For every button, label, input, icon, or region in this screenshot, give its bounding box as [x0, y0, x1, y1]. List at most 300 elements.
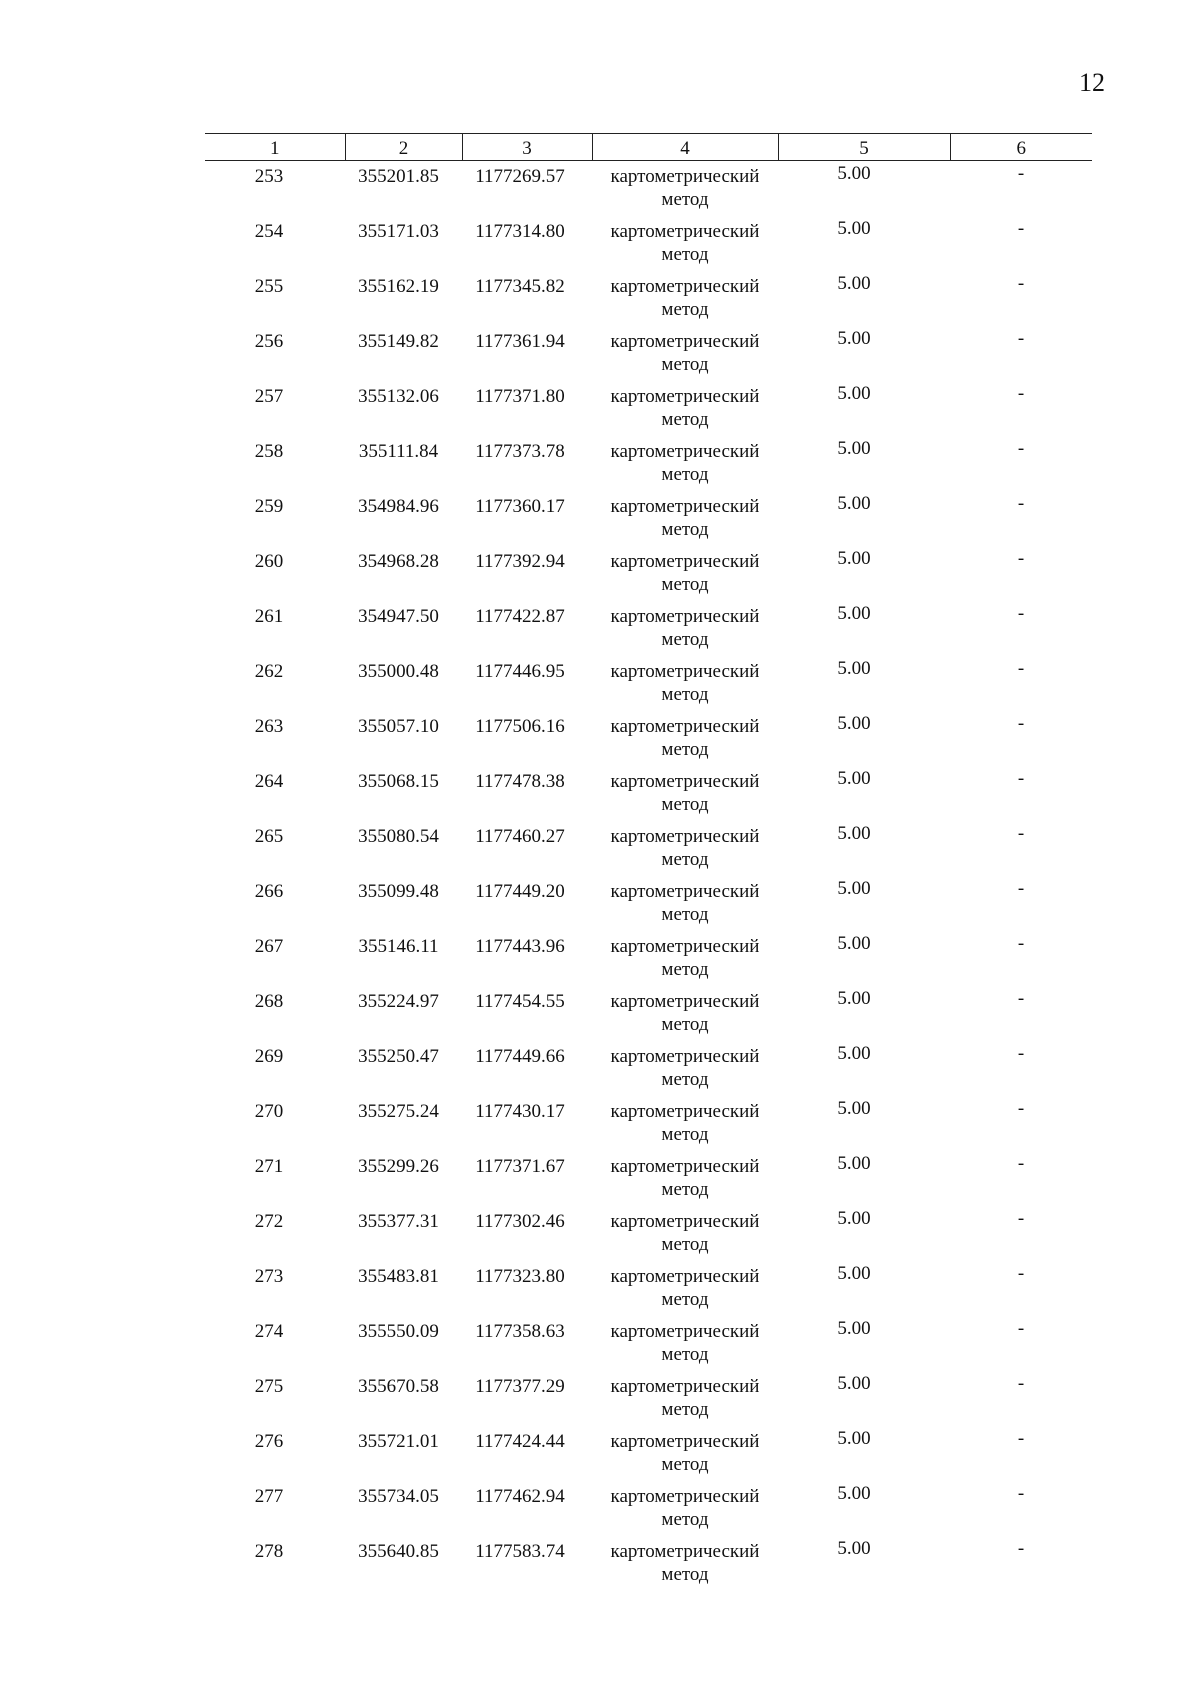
x-coordinate-text: 355080.54 [358, 826, 439, 847]
y-coordinate-cell [462, 1540, 592, 1595]
error-cell [778, 1375, 950, 1430]
point-number-cell [205, 1045, 345, 1100]
point-number-text: 275 [254, 1376, 284, 1397]
point-number-cell [205, 550, 345, 605]
x-coordinate-text: 355670.58 [358, 1376, 439, 1397]
y-coordinate-text: 1177377.29 [475, 1376, 565, 1397]
y-coordinate-cell [462, 605, 592, 660]
table-row [205, 825, 1092, 880]
note-text: - [1017, 823, 1025, 844]
x-coordinate-cell [345, 1210, 462, 1265]
x-coordinate-cell [345, 1100, 462, 1155]
note-cell [950, 605, 1092, 660]
x-coordinate-cell [345, 1320, 462, 1375]
error-cell [778, 880, 950, 935]
point-number-cell [205, 330, 345, 385]
note-text: - [1017, 1208, 1025, 1229]
point-number-text: 266 [254, 881, 284, 902]
table-body [205, 161, 1092, 1596]
y-coordinate-cell [462, 1375, 592, 1430]
point-number-cell [205, 440, 345, 495]
method-text: метод [661, 849, 709, 870]
note-cell [950, 825, 1092, 880]
x-coordinate-cell [345, 1155, 462, 1210]
table-row [205, 1100, 1092, 1155]
method-text: картометрический [610, 441, 760, 462]
x-coordinate-cell [345, 880, 462, 935]
x-coordinate-text: 355483.81 [358, 1266, 439, 1287]
x-coordinate-cell [345, 1375, 462, 1430]
method-text: картометрический [610, 881, 760, 902]
note-cell [950, 385, 1092, 440]
y-coordinate-cell [462, 440, 592, 495]
y-coordinate-cell [462, 330, 592, 385]
y-coordinate-text: 1177361.94 [475, 331, 565, 352]
point-number-text: 256 [254, 331, 284, 352]
method-cell [592, 385, 778, 440]
note-cell [950, 1375, 1092, 1430]
method-text: метод [661, 299, 709, 320]
table-row [205, 605, 1092, 660]
x-coordinate-text: 355099.48 [358, 881, 439, 902]
error-text: 5.00 [837, 163, 871, 184]
y-coordinate-text: 1177460.27 [475, 826, 565, 847]
point-number-cell [205, 605, 345, 660]
y-coordinate-text: 1177371.67 [475, 1156, 565, 1177]
note-text: - [1017, 383, 1025, 404]
method-text: метод [661, 1179, 709, 1200]
table-row [205, 1210, 1092, 1265]
x-coordinate-text: 355734.05 [358, 1486, 439, 1507]
error-cell [778, 990, 950, 1045]
point-number-text: 255 [254, 276, 284, 297]
error-text: 5.00 [837, 1428, 871, 1449]
method-cell [592, 990, 778, 1045]
header-col-3: 3 [462, 134, 592, 161]
point-number-text: 265 [254, 826, 284, 847]
method-text: картометрический [610, 1266, 760, 1287]
error-text: 5.00 [837, 328, 871, 349]
table-row [205, 990, 1092, 1045]
table-row [205, 440, 1092, 495]
y-coordinate-cell [462, 1485, 592, 1540]
note-cell [950, 220, 1092, 275]
table-row [205, 880, 1092, 935]
note-text: - [1017, 1098, 1025, 1119]
y-coordinate-cell [462, 1045, 592, 1100]
point-number-cell [205, 1540, 345, 1595]
x-coordinate-cell [345, 550, 462, 605]
method-text: картометрический [610, 1376, 760, 1397]
error-text: 5.00 [837, 493, 871, 514]
method-cell [592, 935, 778, 990]
error-cell [778, 550, 950, 605]
note-cell [950, 1320, 1092, 1375]
y-coordinate-text: 1177392.94 [475, 551, 565, 572]
error-cell [778, 605, 950, 660]
x-coordinate-text: 355162.19 [358, 276, 439, 297]
method-cell [592, 1320, 778, 1375]
error-text: 5.00 [837, 823, 871, 844]
x-coordinate-cell [345, 660, 462, 715]
y-coordinate-cell [462, 550, 592, 605]
method-text: метод [661, 519, 709, 540]
error-text: 5.00 [837, 1208, 871, 1229]
x-coordinate-text: 355132.06 [358, 386, 439, 407]
error-cell [778, 220, 950, 275]
error-cell [778, 1320, 950, 1375]
table-row [205, 1155, 1092, 1210]
error-text: 5.00 [837, 548, 871, 569]
table-row [205, 770, 1092, 825]
page-number: 12 [1079, 68, 1105, 97]
method-cell [592, 770, 778, 825]
y-coordinate-text: 1177506.16 [475, 716, 565, 737]
x-coordinate-text: 355149.82 [358, 331, 439, 352]
x-coordinate-text: 355377.31 [358, 1211, 439, 1232]
method-text: метод [661, 1399, 709, 1420]
x-coordinate-text: 355721.01 [358, 1431, 439, 1452]
coordinates-table [205, 133, 1092, 1595]
method-text: метод [661, 464, 709, 485]
header-row [205, 134, 1092, 161]
header-col-1: 1 [205, 134, 345, 161]
x-coordinate-cell [345, 935, 462, 990]
note-cell [950, 660, 1092, 715]
point-number-text: 259 [254, 496, 284, 517]
y-coordinate-text: 1177430.17 [475, 1101, 565, 1122]
x-coordinate-text: 355146.11 [358, 936, 439, 957]
note-text: - [1017, 548, 1025, 569]
header-col-6: 6 [950, 134, 1092, 161]
y-coordinate-text: 1177422.87 [475, 606, 565, 627]
y-coordinate-text: 1177446.95 [475, 661, 565, 682]
point-number-cell [205, 1155, 345, 1210]
note-cell [950, 935, 1092, 990]
method-text: картометрический [610, 496, 760, 517]
table-row [205, 1430, 1092, 1485]
error-cell [778, 825, 950, 880]
point-number-text: 267 [254, 936, 284, 957]
error-cell [778, 440, 950, 495]
table-row [205, 1045, 1092, 1100]
x-coordinate-text: 354968.28 [358, 551, 439, 572]
x-coordinate-text: 354947.50 [358, 606, 439, 627]
x-coordinate-text: 355250.47 [358, 1046, 439, 1067]
y-coordinate-text: 1177478.38 [475, 771, 565, 792]
method-cell [592, 605, 778, 660]
method-cell [592, 825, 778, 880]
error-text: 5.00 [837, 1373, 871, 1394]
point-number-text: 254 [254, 221, 284, 242]
point-number-text: 273 [254, 1266, 284, 1287]
error-text: 5.00 [837, 603, 871, 624]
method-text: метод [661, 1509, 709, 1530]
method-text: метод [661, 1454, 709, 1475]
point-number-text: 268 [254, 991, 284, 1012]
point-number-cell [205, 1430, 345, 1485]
note-cell [950, 275, 1092, 330]
point-number-cell [205, 880, 345, 935]
method-cell [592, 550, 778, 605]
y-coordinate-cell [462, 1430, 592, 1485]
error-cell [778, 935, 950, 990]
point-number-text: 272 [254, 1211, 284, 1232]
table-row [205, 550, 1092, 605]
y-coordinate-text: 1177454.55 [475, 991, 565, 1012]
x-coordinate-text: 355201.85 [358, 166, 439, 187]
y-coordinate-cell [462, 715, 592, 770]
error-text: 5.00 [837, 438, 871, 459]
note-cell [950, 161, 1092, 221]
method-text: картометрический [610, 936, 760, 957]
point-number-text: 263 [254, 716, 284, 737]
x-coordinate-text: 355224.97 [358, 991, 439, 1012]
x-coordinate-cell [345, 275, 462, 330]
y-coordinate-text: 1177302.46 [475, 1211, 565, 1232]
method-text: метод [661, 574, 709, 595]
table-row [205, 1375, 1092, 1430]
y-coordinate-text: 1177583.74 [475, 1541, 565, 1562]
method-text: картометрический [610, 606, 760, 627]
error-cell [778, 1045, 950, 1100]
point-number-cell [205, 275, 345, 330]
error-text: 5.00 [837, 1043, 871, 1064]
method-text: метод [661, 1564, 709, 1585]
point-number-text: 269 [254, 1046, 284, 1067]
note-cell [950, 550, 1092, 605]
y-coordinate-cell [462, 385, 592, 440]
method-text: картометрический [610, 166, 760, 187]
table-row [205, 660, 1092, 715]
y-coordinate-text: 1177443.96 [475, 936, 565, 957]
error-cell [778, 275, 950, 330]
x-coordinate-cell [345, 825, 462, 880]
note-text: - [1017, 493, 1025, 514]
note-text: - [1017, 933, 1025, 954]
method-text: метод [661, 904, 709, 925]
point-number-cell [205, 161, 345, 221]
x-coordinate-cell [345, 1430, 462, 1485]
point-number-text: 258 [254, 441, 284, 462]
note-text: - [1017, 1043, 1025, 1064]
point-number-cell [205, 1320, 345, 1375]
table-row [205, 715, 1092, 770]
y-coordinate-text: 1177371.80 [475, 386, 565, 407]
error-text: 5.00 [837, 1483, 871, 1504]
error-cell [778, 770, 950, 825]
y-coordinate-cell [462, 880, 592, 935]
note-text: - [1017, 273, 1025, 294]
method-text: метод [661, 684, 709, 705]
y-coordinate-cell [462, 990, 592, 1045]
method-cell [592, 1540, 778, 1595]
method-text: картометрический [610, 551, 760, 572]
error-cell [778, 385, 950, 440]
error-cell [778, 660, 950, 715]
point-number-cell [205, 385, 345, 440]
note-text: - [1017, 1538, 1025, 1559]
method-text: метод [661, 1069, 709, 1090]
x-coordinate-text: 355640.85 [358, 1541, 439, 1562]
note-cell [950, 1045, 1092, 1100]
error-text: 5.00 [837, 383, 871, 404]
method-cell [592, 440, 778, 495]
error-cell [778, 1155, 950, 1210]
y-coordinate-text: 1177269.57 [475, 166, 565, 187]
point-number-cell [205, 1375, 345, 1430]
table-row [205, 935, 1092, 990]
y-coordinate-text: 1177449.66 [475, 1046, 565, 1067]
note-text: - [1017, 1428, 1025, 1449]
point-number-text: 257 [254, 386, 284, 407]
note-cell [950, 330, 1092, 385]
x-coordinate-text: 355057.10 [358, 716, 439, 737]
note-text: - [1017, 163, 1025, 184]
point-number-cell [205, 715, 345, 770]
error-text: 5.00 [837, 273, 871, 294]
y-coordinate-cell [462, 935, 592, 990]
method-text: метод [661, 1344, 709, 1365]
note-text: - [1017, 988, 1025, 1009]
point-number-text: 271 [254, 1156, 284, 1177]
error-cell [778, 715, 950, 770]
method-text: метод [661, 629, 709, 650]
error-text: 5.00 [837, 1538, 871, 1559]
error-cell [778, 1100, 950, 1155]
method-text: картометрический [610, 1541, 760, 1562]
point-number-text: 261 [254, 606, 284, 627]
y-coordinate-text: 1177323.80 [475, 1266, 565, 1287]
y-coordinate-text: 1177314.80 [475, 221, 565, 242]
x-coordinate-cell [345, 1265, 462, 1320]
method-text: метод [661, 1014, 709, 1035]
method-text: картометрический [610, 276, 760, 297]
table-row [205, 330, 1092, 385]
method-cell [592, 330, 778, 385]
point-number-cell [205, 990, 345, 1045]
method-text: метод [661, 1124, 709, 1145]
method-cell [592, 495, 778, 550]
x-coordinate-cell [345, 1485, 462, 1540]
y-coordinate-cell [462, 1100, 592, 1155]
error-text: 5.00 [837, 1153, 871, 1174]
method-text: метод [661, 189, 709, 210]
method-text: картометрический [610, 991, 760, 1012]
note-cell [950, 1155, 1092, 1210]
x-coordinate-cell [345, 605, 462, 660]
point-number-cell [205, 660, 345, 715]
point-number-cell [205, 1210, 345, 1265]
error-cell [778, 1430, 950, 1485]
table-row [205, 385, 1092, 440]
x-coordinate-cell [345, 440, 462, 495]
y-coordinate-cell [462, 1265, 592, 1320]
note-text: - [1017, 1318, 1025, 1339]
error-text: 5.00 [837, 218, 871, 239]
error-text: 5.00 [837, 988, 871, 1009]
method-cell [592, 1430, 778, 1485]
method-text: картометрический [610, 1211, 760, 1232]
y-coordinate-cell [462, 161, 592, 221]
method-text: картометрический [610, 1156, 760, 1177]
error-cell [778, 1265, 950, 1320]
error-cell [778, 330, 950, 385]
method-text: картометрический [610, 661, 760, 682]
method-cell [592, 1155, 778, 1210]
error-text: 5.00 [837, 933, 871, 954]
note-text: - [1017, 328, 1025, 349]
note-cell [950, 715, 1092, 770]
x-coordinate-text: 355171.03 [358, 221, 439, 242]
x-coordinate-cell [345, 990, 462, 1045]
point-number-cell [205, 825, 345, 880]
table-row [205, 1265, 1092, 1320]
point-number-text: 260 [254, 551, 284, 572]
method-cell [592, 1210, 778, 1265]
point-number-cell [205, 495, 345, 550]
x-coordinate-cell [345, 220, 462, 275]
x-coordinate-cell [345, 330, 462, 385]
y-coordinate-cell [462, 495, 592, 550]
x-coordinate-cell [345, 161, 462, 221]
error-text: 5.00 [837, 713, 871, 734]
error-text: 5.00 [837, 768, 871, 789]
method-text: картометрический [610, 826, 760, 847]
x-coordinate-cell [345, 495, 462, 550]
error-cell [778, 1540, 950, 1595]
x-coordinate-text: 355111.84 [358, 441, 439, 462]
method-text: картометрический [610, 1321, 760, 1342]
note-cell [950, 770, 1092, 825]
note-cell [950, 1210, 1092, 1265]
note-text: - [1017, 218, 1025, 239]
point-number-cell [205, 1265, 345, 1320]
error-cell [778, 495, 950, 550]
error-text: 5.00 [837, 1263, 871, 1284]
table-row [205, 220, 1092, 275]
note-text: - [1017, 658, 1025, 679]
method-text: картометрический [610, 1486, 760, 1507]
method-cell [592, 161, 778, 221]
method-text: метод [661, 1289, 709, 1310]
point-number-text: 262 [254, 661, 284, 682]
method-text: картометрический [610, 1046, 760, 1067]
point-number-text: 277 [254, 1486, 284, 1507]
table-row [205, 1485, 1092, 1540]
error-text: 5.00 [837, 1098, 871, 1119]
point-number-cell [205, 935, 345, 990]
x-coordinate-text: 355550.09 [358, 1321, 439, 1342]
method-cell [592, 715, 778, 770]
point-number-text: 278 [254, 1541, 284, 1562]
note-text: - [1017, 878, 1025, 899]
note-text: - [1017, 1373, 1025, 1394]
y-coordinate-cell [462, 275, 592, 330]
x-coordinate-cell [345, 1045, 462, 1100]
y-coordinate-cell [462, 1320, 592, 1375]
point-number-text: 264 [254, 771, 284, 792]
note-text: - [1017, 713, 1025, 734]
header-col-5: 5 [778, 134, 950, 161]
table-row [205, 275, 1092, 330]
x-coordinate-text: 354984.96 [358, 496, 439, 517]
x-coordinate-text: 355068.15 [358, 771, 439, 792]
method-text: метод [661, 959, 709, 980]
point-number-text: 270 [254, 1101, 284, 1122]
error-text: 5.00 [837, 658, 871, 679]
error-cell [778, 1210, 950, 1265]
